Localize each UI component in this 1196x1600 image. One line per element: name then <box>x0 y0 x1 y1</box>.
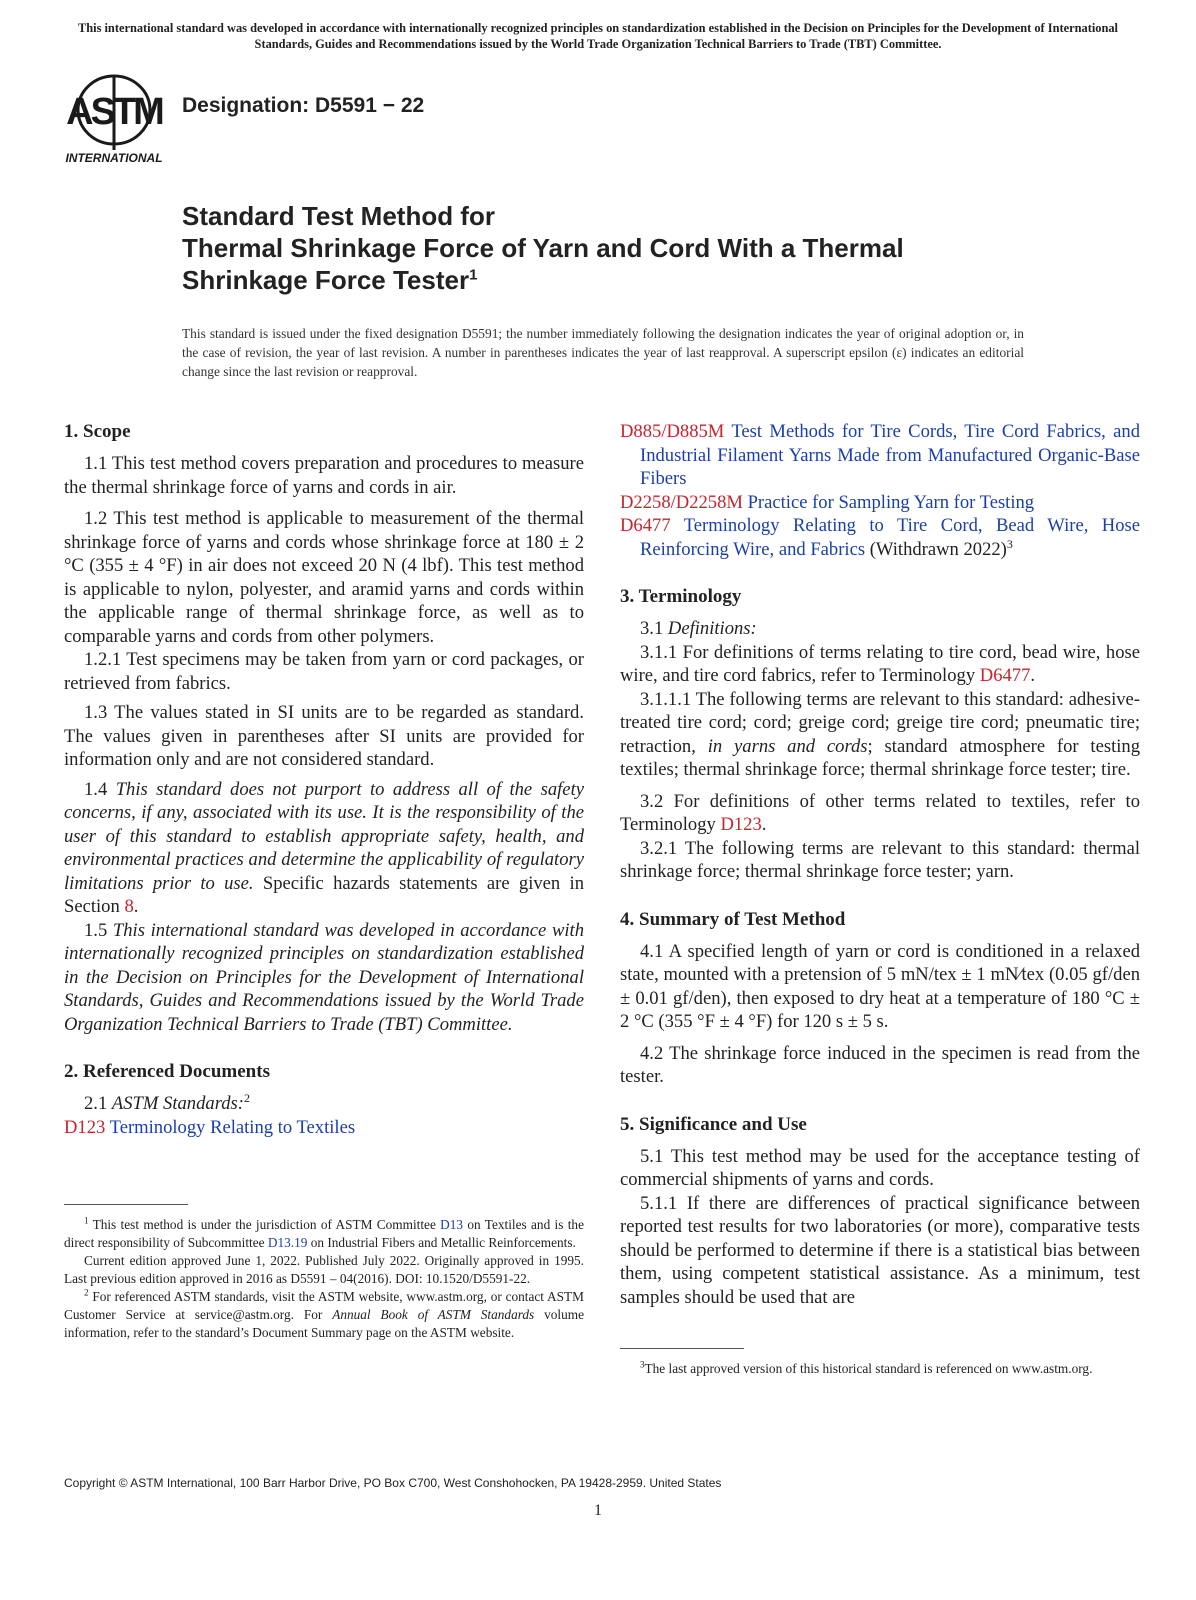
title-line-1: Standard Test Method for <box>182 201 495 231</box>
copyright-footer: Copyright © ASTM International, 100 Barr Harbor Drive, PO Box C700, West Conshohocken, PA 19428-2959. United States <box>64 1476 722 1490</box>
section-1-heading: 1. Scope <box>64 421 131 442</box>
reference-d885-link[interactable]: D885/D885M <box>620 421 725 442</box>
title-line-3: Shrinkage Force Tester$^1$ <box>182 265 478 295</box>
paragraph-3-2-1: 3.2.1 The following terms are relevant to this standard: thermal shrinkage force; thermal shrinkage force tester; yarn. <box>620 837 1140 882</box>
d13-19-link[interactable]: D13.19 <box>267 1235 308 1250</box>
reference-d2258-link[interactable]: D2258/D2258M <box>620 491 743 513</box>
reference-d6477-link[interactable]: D6477 <box>620 515 671 536</box>
paragraph-3-2: 3.2 For definitions of other terms related to textiles, refer to Terminology D123. <box>620 790 1140 835</box>
paragraph-3-1: 3.1 Definitions: <box>640 618 757 639</box>
title-line-2: Thermal Shrinkage Force of Yarn and Cord With a Thermal <box>182 233 904 263</box>
reference-d885-title[interactable]: Test Methods for Tire Cords, Tire Cord Fabrics, and Industrial Filament Yarns Made from Manufactured Organic-Base Fibers <box>640 421 1141 489</box>
paragraph-5-1-1: 5.1.1 If there are differences of practical significance between reported test results for two laboratories (or more), comparative tests should be performed to determine if there is a statistical bias between them, using competent statistical assistance. As a minimum, test samples should be used that are <box>620 1192 1140 1308</box>
section-2-heading: 2. Referenced Documents <box>64 1061 270 1082</box>
footnotes-right <box>620 1360 1140 1378</box>
d123-link[interactable]: D123 <box>720 814 762 835</box>
page-number: 1 <box>594 1502 602 1519</box>
reference-d6477-title[interactable]: Terminology Relating to Tire Cord, Bead Wire, Hose Reinforcing Wire, and Fabrics <box>640 515 1141 560</box>
section-4-heading: 4. Summary of Test Method <box>620 908 846 930</box>
paragraph-1-3: 1.3 The values stated in SI units are to be regarded as standard. The values given in parentheses after SI units are provided for information only and are not considered standard. <box>64 702 584 770</box>
paragraph-4-1: 4.1 A specified length of yarn or cord is conditioned in a relaxed state, mounted with a pretension of 5 mN/tex ± 1 mN⁄tex (0.05 gf/den ± 0.01 gf/den), then exposed to dry heat at a temperature of 180 °C ± 2 °C (355 °F ± 4 °F) for 120 s ± 5 s. <box>620 940 1140 1032</box>
paragraph-5-1: 5.1 This test method may be used for the acceptance testing of commercial shipments of yarns and cords. <box>620 1145 1140 1190</box>
paragraph-3-1-1-1: 3.1.1.1 The following terms are relevant to this standard: adhesive-treated tire cord; cord; greige cord; greige tire cord; pneumatic tire; retraction, in yarns and cords; standard atmosphere for testing textiles; thermal shrinkage force; thermal shrinkage force tester; tire. <box>620 688 1141 780</box>
reference-d2258-title[interactable]: Practice for Sampling Yarn for Testing <box>747 491 1035 513</box>
footnote-1-edition: Current edition approved June 1, 2022. Published July 2022. Originally approved in 1995. Last previous edition approved in 2016 as D5591 – 04(2016). DOI: 10.1520/D5591-22. <box>64 1253 584 1286</box>
paragraph-1-5: 1.5 This international standard was developed in accordance with internationally recognized principles on standardization established in the Decision on Principles for the Development of International Standards, Guides and Recommendations issued by the World Trade Organization Technical Barriers to Trade (TBT) Committee. <box>64 919 584 1035</box>
right-column <box>620 420 1140 1309</box>
section-5-heading: 5. Significance and Use <box>620 1113 807 1135</box>
paragraph-4-2: 4.2 The shrinkage force induced in the specimen is read from the tester. <box>620 1042 1140 1087</box>
designation: Designation: D5591 − 22 <box>182 94 425 117</box>
reference-d885 <box>620 420 1140 491</box>
title-footnote-mark: 1 <box>469 266 478 284</box>
astm-logo <box>62 70 170 166</box>
footnote-2: $^2$ For referenced ASTM standards, visit the ASTM website, www.astm.org, or contact ASTM Customer Service at service@astm.org. For Annual Book of ASTM Standards volume information, refer to the standard’s Document Summary page on the ASTM website. <box>64 1287 585 1340</box>
d13-link[interactable]: D13 <box>440 1217 464 1232</box>
paragraph-1-2-1: 1.2.1 Test specimens may be taken from yarn or cord packages, or retrieved from fabrics. <box>64 649 584 694</box>
footnote-1: $^1$ This test method is under the jurisdiction of ASTM Committee D13 on Textiles and is the direct responsibility of Subcommittee D13.19 on Industrial Fibers and Metallic Reinforcements. <box>64 1215 584 1250</box>
logo-text: INTERNATIONAL <box>65 151 163 165</box>
header-notice: This international standard was developed in accordance with internationally recognized principles on standardization established in the Decision on Principles for the Development of International Standards, Guides and Recommendations issued by the World Trade Organization Technical Barriers to Trade (TBT) Committee. <box>77 21 1119 51</box>
reference-d2258 <box>620 491 1140 515</box>
footnotes-left <box>64 1216 584 1342</box>
section-3-heading: 3. Terminology <box>620 586 742 607</box>
reference-d123-link[interactable]: D123 <box>64 1116 106 1138</box>
paragraph-1-1: 1.1 This test method covers preparation and procedures to measure the thermal shrinkage force of yarns and cords in air. <box>64 453 584 498</box>
reference-d6477: D6477 Terminology Relating to Tire Cord, Bead Wire, Hose Reinforcing Wire, and Fabrics (Withdrawn 2022)$^3$ <box>620 515 1141 560</box>
footnote-3: $^3$The last approved version of this historical standard is referenced on www.astm.org. <box>640 1359 1093 1376</box>
footnote-rule-right <box>620 1348 744 1349</box>
reference-d123-title[interactable]: Terminology Relating to Textiles <box>109 1116 356 1138</box>
footnote-rule-left <box>64 1204 188 1205</box>
paragraph-1-4: 1.4 This standard does not purport to address all of the safety concerns, if any, associated with its use. It is the responsibility of the user of this standard to establish appropriate safety, health, and environmental practices and determine the applicability of regulatory limitations prior to use. Specific hazards statements are given in Section 8. <box>64 778 584 917</box>
left-column <box>64 420 584 1139</box>
paragraph-1-2: 1.2 This test method is applicable to measurement of the thermal shrinkage force of yarns and cords whose shrinkage force at 180 ± 2 °C (355 ± 4 °F) in air does not exceed 20 N (4 lbf). This test method is applicable to nylon, polyester, and aramid yarns and cords within the applicable range of thermal shrinkage force, as well as to comparable yarns and cords from other polymers. <box>64 508 584 647</box>
document-title <box>182 200 1082 296</box>
paragraph-2-1: 2.1 ASTM Standards:$^2$ <box>84 1090 250 1114</box>
paragraph-3-1-1: 3.1.1 For definitions of terms relating to tire cord, bead wire, hose wire, and tire cord fabrics, refer to Terminology D6477. <box>620 641 1140 686</box>
svg-text:ASTM: ASTM <box>66 91 162 133</box>
reference-d123 <box>64 1116 584 1140</box>
issued-note: This standard is issued under the fixed designation D5591; the number immediately following the designation indicates the year of original adoption or, in the case of revision, the year of last revision. A number in parentheses indicates the year of last reapproval. A superscript epsilon (ε) indicates an editorial change since the last revision or reapproval. <box>182 326 1024 379</box>
section-8-link[interactable]: 8 <box>124 896 134 917</box>
d6477-link[interactable]: D6477 <box>979 665 1031 686</box>
